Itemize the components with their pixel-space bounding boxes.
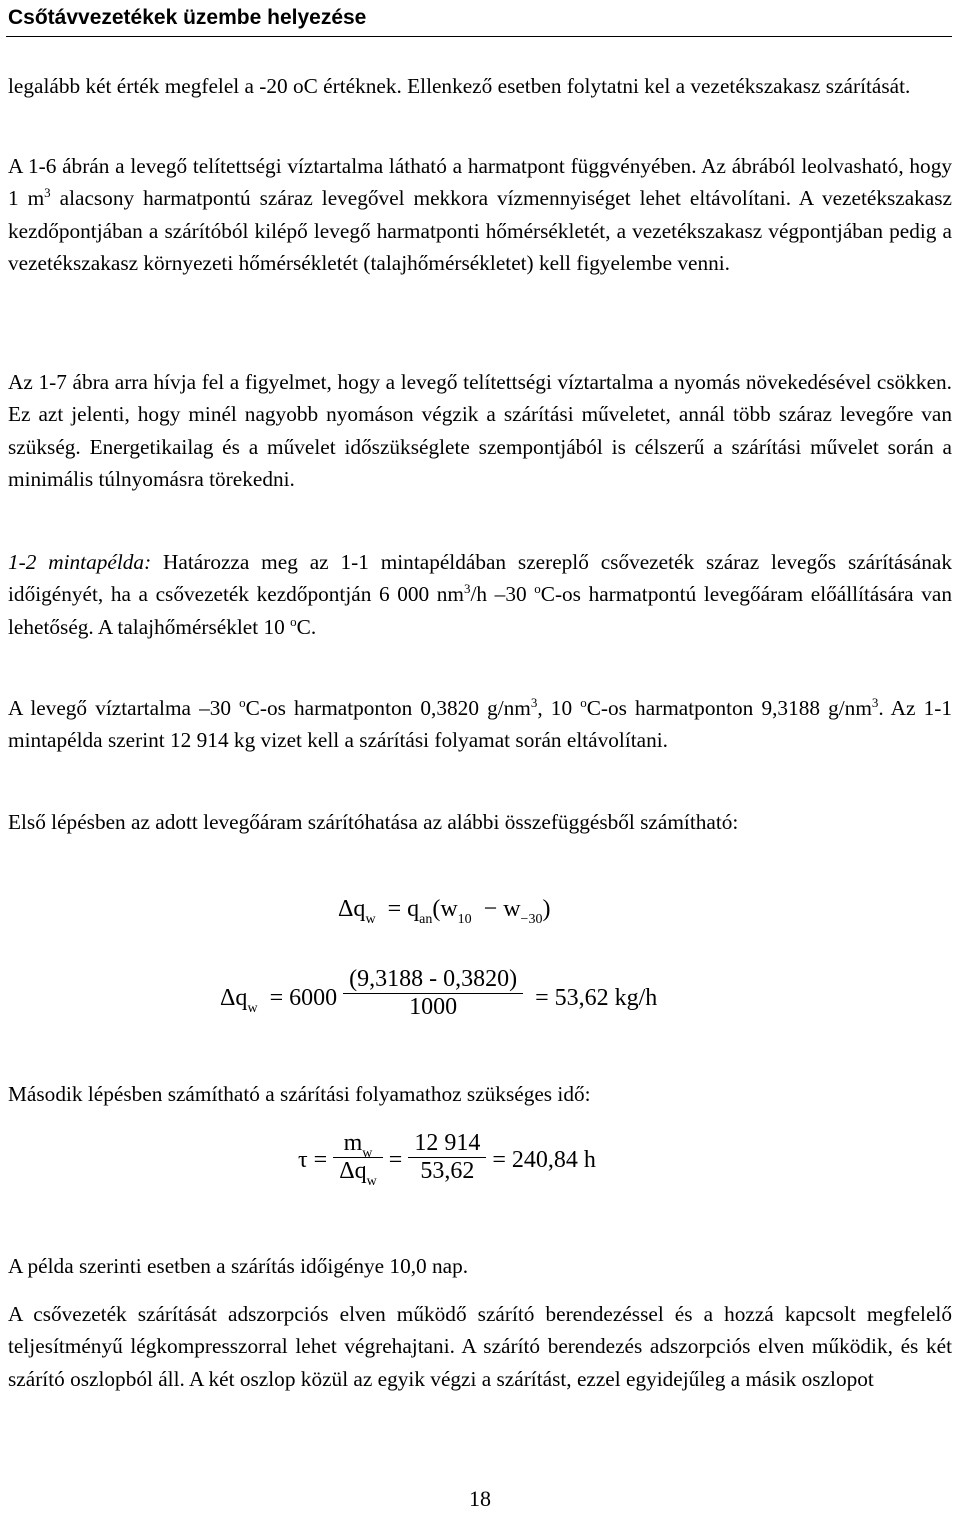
paragraph-6: Első lépésben az adott levegőáram szárítóhatása az alábbi összefüggésből számítható: [8, 810, 739, 834]
eq3-den2: 53,62 [420, 1158, 475, 1184]
eq2-numerator: (9,3188 - 0,3820) [349, 966, 518, 992]
header-title: Csőtávvezetékek üzembe helyezése [8, 6, 367, 29]
paragraph-2 [8, 150, 952, 280]
eq1-equals: = [387, 896, 402, 922]
p5-a-sup: o [239, 694, 246, 710]
eq3-den1 [333, 1158, 383, 1189]
eq3-fraction-2 [408, 1130, 486, 1185]
p5-d-sup: 3 [871, 694, 879, 710]
eq2-equals-2: = [535, 985, 549, 1012]
p4-sup: 3 [464, 581, 471, 597]
p4-text-b: /h –30 [470, 582, 527, 607]
eq1-close: ) [542, 896, 551, 922]
eq2-fraction [343, 966, 523, 1021]
eq3-result: 240,84 h [511, 1147, 596, 1174]
p5-d: C-os harmatponton 9,3188 g/nm [586, 696, 872, 720]
eq1-w2: w [503, 896, 521, 922]
eq1-open: (w [432, 896, 458, 922]
eq3-lhs: τ [298, 1147, 308, 1174]
eq3-equals: = [313, 1147, 328, 1174]
paragraph-3: Az 1-7 ábra arra hívja fel a figyelmet, hogy a levegő telítettségi víztartalma a nyomás növekedésével csökken. Ez azt jelenti, hogy minél nagyobb nyomáson végzik a szárítási műveletet, annál több száraz levegőre van szükség. Energetikailag és a művelet időszükséglete szempontjából is célszerű a szárítási művelet során a minimális túlnyomásra törekedni. [8, 370, 952, 492]
p5-c: , 10 [537, 696, 581, 720]
eq2-denominator: 1000 [409, 994, 458, 1020]
eq2-result: 53,62 kg/h [554, 985, 658, 1012]
p4-text-a: Határozza meg az 1-1 mintapéldában szereplő csővezeték száraz levegős szárításának időigényét, ha a csővezeték kezdőpontján 6 000 nm [8, 550, 952, 607]
eq3-num1-sub: w [362, 1146, 373, 1161]
eq1-lhs: Δq [338, 896, 366, 922]
paragraph-5 [8, 692, 952, 757]
paragraph-7: Második lépésben számítható a szárítási folyamathoz szükséges idő: [8, 1082, 591, 1106]
paragraph-9: A csővezeték szárítását adszorpciós elven működő szárító berendezéssel és a hozzá kapcsolt megfelelő teljesítményű légkompresszorral lehet végrehajtani. A szárító berendezés adszorpciós elven működik, és két szárító oszlopból áll. A két oszlop közül az egyik végzi a szárítást, ezzel egyidejűleg a másik oszlopot [8, 1302, 952, 1391]
page-number: 18 [469, 1486, 491, 1511]
equation-1 [338, 896, 551, 927]
p5-e: . Az 1-1 mintapélda szerint 12 914 kg vizet kell a szárítási folyamat során eltávolítani. [8, 696, 952, 753]
p5-b: C-os harmatponton 0,3820 g/nm [245, 696, 531, 720]
eq2-lhs-sub: w [247, 1001, 258, 1017]
eq3-num1 [333, 1130, 383, 1161]
eq3-equals-3: = [492, 1147, 506, 1174]
eq3-den1-dq: Δq [339, 1158, 367, 1184]
paragraph-1: legalább két érték megfelel a -20 oC értéknek. Ellenkező esetben folytatni kel a vezetékszakasz szárítását. [8, 74, 911, 98]
p5-a: A levegő víztartalma –30 [8, 696, 240, 720]
eq3-fraction-1 [333, 1130, 383, 1189]
eq3-num2: 12 914 [414, 1130, 481, 1156]
p5-b-sup: 3 [530, 694, 538, 710]
p4-text-c: C-os harmatpontú levegőáram előállítására van lehetőség. A talajhőmérséklet 10 [8, 582, 952, 639]
p2-text-b: alacsony harmatpontú száraz levegővel mekkora vízmennyiséget lehet eltávolítani. A vezetékszakasz kezdőpontjában a szárítóból kilépő levegő harmatponti hőmérsékletét, a vezetékszakasz végpontjában pedig a vezetékszakasz környezeti hőmérsékletét (talajhőmérsékletet) kell figyelembe venni. [8, 186, 952, 276]
page-header [6, 2, 952, 37]
equation-2 [220, 966, 657, 1021]
paragraph-4 [8, 546, 952, 643]
eq2-lhs: Δq [220, 985, 248, 1012]
eq1-q-sub: an [419, 912, 433, 927]
eq3-equals-2: = [388, 1147, 403, 1174]
eq3-den1-sub: w [366, 1174, 377, 1189]
eq1-minus: − [483, 896, 498, 922]
p4-text-d: C. [296, 614, 317, 639]
eq1-w30: −30 [520, 912, 543, 927]
eq1-q: q [407, 896, 420, 922]
p2-text-a: A 1-6 ábrán a levegő telítettségi víztartalma látható a harmatpont függvényében. Az ábrából leolvasható, hogy 1 m [8, 154, 952, 211]
p4-sup-c: o [534, 581, 541, 597]
paragraph-8: A példa szerinti esetben a szárítás időigénye 10,0 nap. [8, 1254, 469, 1278]
p2-sup: 3 [44, 185, 51, 201]
eq1-lhs-sub: w [365, 912, 376, 927]
p4-sup-d: o [290, 613, 297, 629]
eq3-num1-m: m [343, 1130, 363, 1156]
example-label: 1-2 mintapélda: [8, 550, 152, 574]
eq1-w10: 10 [457, 912, 472, 927]
equation-3 [298, 1130, 596, 1189]
eq2-coef: 6000 [289, 985, 338, 1012]
p5-c-sup: o [580, 694, 587, 710]
eq2-equals: = [269, 985, 284, 1012]
